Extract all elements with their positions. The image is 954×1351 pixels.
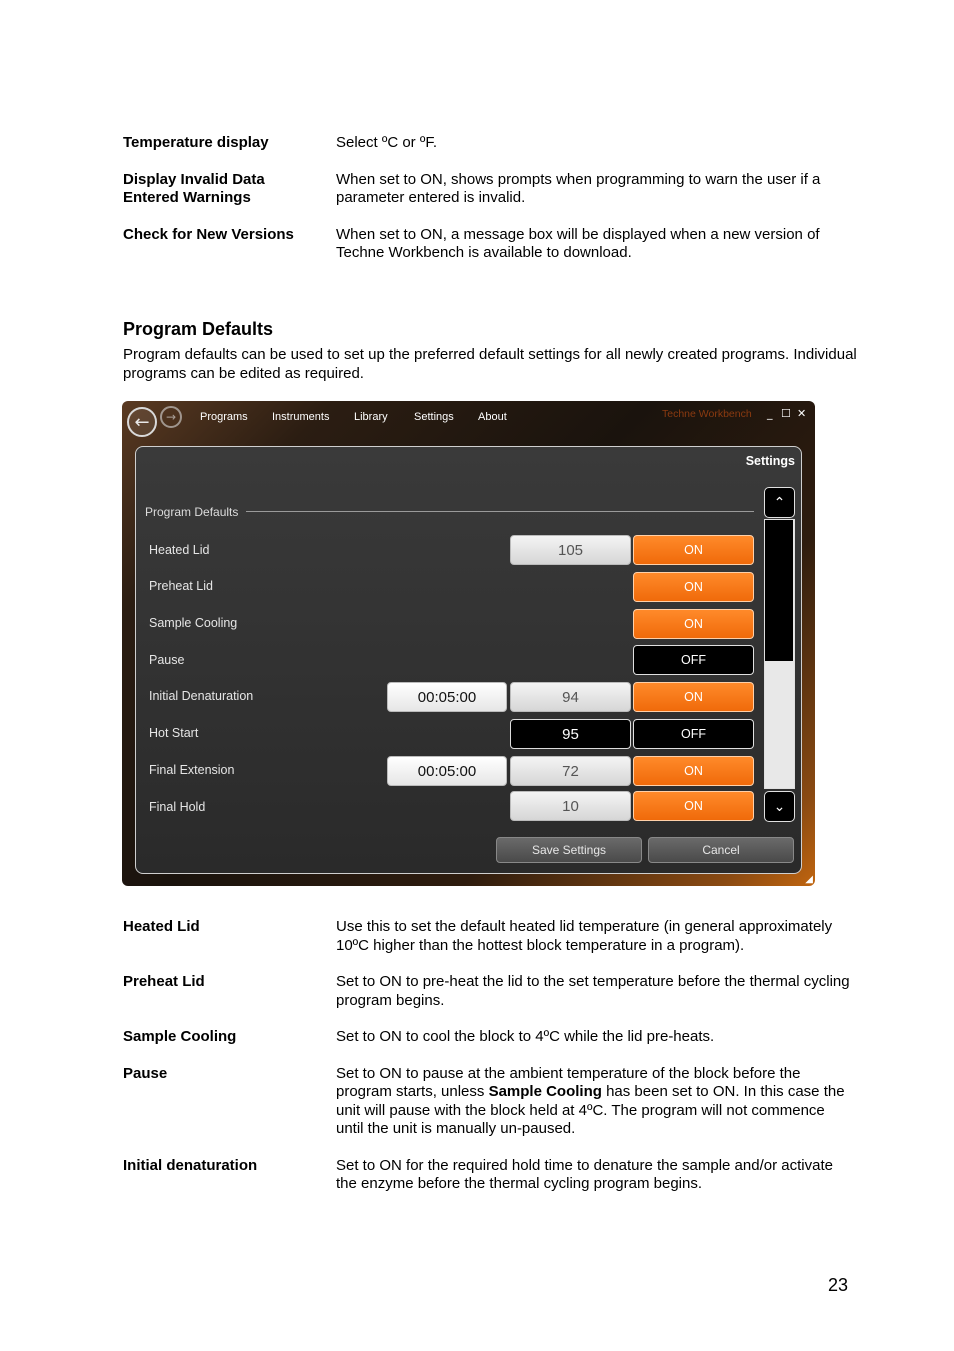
def-desc: Use this to set the default heated lid temperature (in general approximately 10ºC higher than the hottest block temperature in a program).: [336, 918, 833, 954]
cancel-button[interactable]: Cancel: [648, 837, 794, 863]
section-divider: [246, 511, 754, 512]
final-hold-temp-input[interactable]: 10: [510, 791, 631, 821]
setting-label-pause: Pause: [149, 653, 185, 667]
menu-settings[interactable]: Settings: [414, 411, 454, 423]
def-desc-emphasis: Sample Cooling: [488, 1083, 602, 1100]
back-arrow-icon[interactable]: ←: [127, 407, 157, 437]
heated-lid-temp-input[interactable]: 105: [510, 535, 631, 565]
def-desc: When set to ON, a message box will be displayed when a new version of Techne Workbench is available to download.: [336, 225, 820, 261]
final-extension-toggle[interactable]: ON: [633, 756, 754, 786]
page-number: 23: [828, 1275, 849, 1295]
preheat-lid-toggle[interactable]: ON: [633, 572, 754, 602]
minimize-icon[interactable]: _: [767, 407, 773, 420]
def-term: Heated Lid: [123, 918, 200, 935]
setting-label-final-extension: Final Extension: [149, 763, 235, 777]
def-term: Temperature display: [123, 134, 269, 151]
menu-library[interactable]: Library: [354, 411, 388, 423]
forward-arrow-icon[interactable]: →: [160, 406, 182, 428]
def-heated-lid: [123, 918, 853, 955]
def-check-new-versions: [123, 226, 853, 263]
brand-title: Techne Workbench: [662, 408, 752, 420]
title-bar: [122, 401, 815, 437]
def-term: Sample Cooling: [123, 1028, 237, 1045]
def-term: Pause: [123, 1064, 168, 1082]
chevron-up-icon[interactable]: ⌃: [764, 487, 795, 518]
setting-label-final-hold: Final Hold: [149, 800, 206, 814]
def-preheat-lid: [123, 973, 853, 1010]
initial-denaturation-toggle[interactable]: ON: [633, 682, 754, 712]
def-desc: When set to ON, shows prompts when programming to warn the user if a parameter entered is invalid.: [336, 170, 821, 206]
def-invalid-data-warnings: [123, 171, 853, 208]
def-term: Display Invalid Data Entered Warnings: [123, 170, 265, 206]
def-sample-cooling: [123, 1028, 853, 1047]
maximize-icon[interactable]: ☐: [781, 407, 791, 420]
final-hold-toggle[interactable]: ON: [633, 791, 754, 821]
resize-grip-icon[interactable]: ◢: [805, 874, 813, 885]
def-desc-part: Set to ON to pause at the ambient temperature of the block before the program starts, unless: [336, 1064, 801, 1100]
app-window: [122, 401, 815, 886]
setting-label-preheat-lid: Preheat Lid: [149, 579, 213, 593]
scrollbar[interactable]: [764, 487, 795, 824]
setting-label-hot-start: Hot Start: [149, 726, 199, 740]
final-extension-temp-input[interactable]: 72: [510, 756, 631, 786]
sample-cooling-toggle[interactable]: ON: [633, 609, 754, 639]
intro-paragraph: Program defaults can be used to set up the preferred default settings for all newly created programs. Individual programs can be edited as required.: [123, 346, 857, 382]
chevron-down-icon[interactable]: ⌄: [764, 791, 795, 822]
def-pause: [123, 1065, 853, 1139]
def-desc: Set to ON for the required hold time to denature the sample and/or activate the enzyme before the thermal cycling program begins.: [336, 1156, 833, 1192]
def-desc: Set to ON to pre-heat the lid to the set temperature before the thermal cycling program begins.: [336, 973, 850, 1009]
setting-label-initial-denaturation: Initial Denaturation: [149, 689, 254, 703]
close-icon[interactable]: ✕: [797, 407, 807, 420]
scroll-track[interactable]: [764, 519, 795, 789]
program-defaults-label: Program Defaults: [145, 505, 239, 519]
scroll-thumb[interactable]: [765, 520, 793, 661]
def-desc: Set to ON to cool the block to 4ºC while the lid pre-heats.: [336, 1028, 715, 1045]
def-desc: [336, 1065, 853, 1139]
heated-lid-toggle[interactable]: ON: [633, 535, 754, 565]
initial-denaturation-temp-input[interactable]: 94: [510, 682, 631, 712]
settings-panel: [135, 446, 802, 874]
def-initial-denaturation: [123, 1157, 853, 1194]
setting-label-sample-cooling: Sample Cooling: [149, 616, 238, 630]
setting-label-heated-lid: Heated Lid: [149, 543, 210, 557]
def-temperature-display: [123, 134, 853, 153]
bottom-definitions: [123, 918, 853, 1212]
def-term: Initial denaturation: [123, 1156, 258, 1174]
def-term: Preheat Lid: [123, 973, 205, 990]
menu-programs[interactable]: Programs: [200, 411, 248, 423]
section-heading: Program Defaults: [123, 319, 274, 339]
panel-title: Settings: [745, 454, 795, 468]
hot-start-toggle[interactable]: OFF: [633, 719, 754, 749]
def-desc-part: has been set to ON. In this case the unit will pause with the block held at 4ºC. The program will not commence until the unit is manually un-paused.: [336, 1083, 845, 1137]
def-term: Check for New Versions: [123, 225, 294, 243]
initial-denaturation-time-input[interactable]: 00:05:00: [387, 682, 507, 712]
pause-toggle[interactable]: OFF: [633, 645, 754, 675]
def-desc: Select ºC or ºF.: [336, 134, 437, 151]
hot-start-temp-input[interactable]: 95: [510, 719, 631, 749]
top-definitions: [123, 134, 853, 281]
save-settings-button[interactable]: Save Settings: [496, 837, 642, 863]
final-extension-time-input[interactable]: 00:05:00: [387, 756, 507, 786]
menu-about[interactable]: About: [478, 411, 507, 423]
menu-instruments[interactable]: Instruments: [272, 411, 330, 423]
